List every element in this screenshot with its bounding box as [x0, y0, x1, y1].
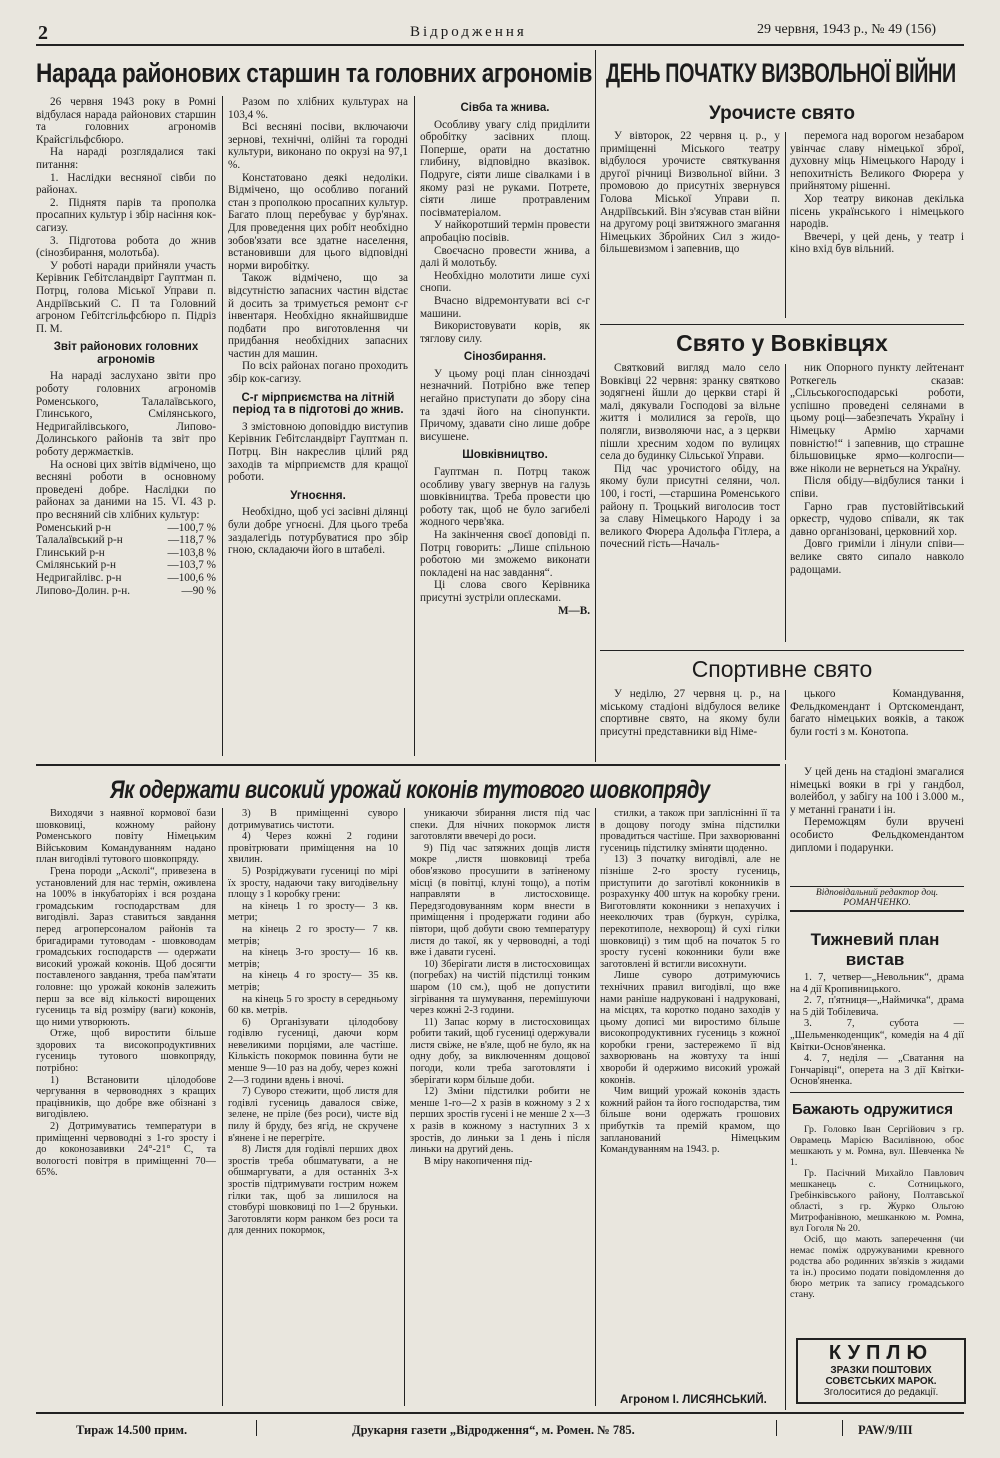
column-divider	[222, 808, 223, 1406]
paragraph: У неділю, 27 червня ц. р., на міському стадіоні відбулося велике спортивне свято, на якому були присутні представники від Німе-	[600, 688, 780, 738]
paragraph: На нараді розглядалися такі питання:	[36, 146, 216, 171]
column-divider	[222, 96, 223, 756]
paragraph: цького Командування, Фельдкомендант і Ортскомендант, багато німецьких вояків, а також були гості з м. Конотопа.	[790, 688, 964, 738]
subheading: Шовківництво.	[462, 449, 548, 462]
paragraph: Гауптман п. Потрц також особливу увагу звернув на галузь шовківництва. Треба провести цю роботу так, щоб не було загибелі жодного черв'яка.	[420, 466, 590, 529]
paragraph: на кінець 2 го зросту— 7 кв. метрів;	[228, 923, 398, 947]
list-item: Осіб, що мають заперечення (чи немає поміж одружуваними кревного родства або родинних зв'язків з жидами та ін.) просимо подати повідомлення до бюро метрик та запису громадського стану.	[790, 1234, 964, 1300]
paragraph: 2) Дотримуватись температури в приміщенні червоводні з 1-го зросту і до коконозавивки 24°-21° С, та вологості повітря в приміщенні 70—65%.	[36, 1121, 216, 1179]
paragraph: 6) Організувати цілодобову годівлю гусениці, даючи корм невеликими порціями, але частіше. Кількість покормок повинна бути не менше 9—10 раз на добу, через кожні 2—3 години вдень і вночі.	[228, 1016, 398, 1086]
paragraph: на кінець 3-го зросту— 16 кв. метрів;	[228, 947, 398, 970]
paragraph: У вівторок, 22 червня ц. р., у приміщенні Міського театру відбулося урочисте святкування другої річниці Визвольної війни. З промовою до присутніх звернувся Голова Міської Управи п. Андріївський. Він з'ясував стан війни на другому році звитяжного змагання Німецьких Збройних Сил з жидо-більшевизмом і запевнив, що	[600, 130, 780, 256]
printer-info: Друкарня газети „Відродження“, м. Ромен. № 785.	[352, 1423, 635, 1437]
article-2-col-1	[600, 130, 780, 322]
page-number: 2	[38, 22, 48, 44]
ad-line: Зголоситися до редакції.	[823, 1387, 939, 1398]
paragraph: У цей день на стадіоні змагалися німецькі вояки в грі у гандбол, волейбол, у забігу на 100 і 3.000 м., у метанні гранати і ін.	[790, 766, 964, 816]
footer-separator	[842, 1420, 843, 1436]
paragraph: Отже, щоб виростити більше здорових та високопродуктивних гусениць тутового шовкопряду, потрібно:	[36, 1028, 216, 1075]
paragraph: 7) Суворо стежити, щоб листя для годівлі гусениць давалося свіже, зелене, не пріле (без роси), чисте від пилу й бруду, без ягід, не скручене в'янене і не перегріте.	[228, 1086, 398, 1144]
paragraph: на кінець 4 го зросту— 35 кв. метрів;	[228, 970, 398, 993]
article-1-col-3	[420, 96, 590, 760]
article-5-col-1	[36, 808, 216, 1408]
signature: М—В.	[557, 604, 590, 617]
paragraph: Довго гриміли і лінули співи—велике свято сипало навколо радощами.	[790, 538, 964, 576]
paragraph: У цьому році план сінноздачі незначний. Потрібно вже тепер негайно приступати до збору сіна та здачі його на сінопункти. Причому, здавати сіно лише добре висушене.	[420, 367, 590, 443]
column-divider	[595, 808, 596, 1406]
article-5-col-2	[228, 808, 398, 1408]
print-code: PAW/9/III	[858, 1423, 913, 1437]
paragraph: 8) Листя для годівлі перших двох зростів треба обшматувати, а не обшмаргувати, а для останніх 3-х зростів підтримувати гострим ножем гілки так, щоб за лишилося на стовбурі шовковиці по 1—2 бруньки. Заготовляти корм ранком без роси та для денних покормок,	[228, 1144, 398, 1237]
column-divider	[404, 808, 405, 1406]
subheading: Звіт районових головних агрономів	[53, 341, 199, 366]
editor-rule	[790, 910, 964, 912]
section-divider	[600, 324, 964, 325]
article-4-col-1	[600, 688, 780, 762]
ad-line: СОВЄТСЬКИХ МАРОК.	[825, 1376, 937, 1387]
editor-credit: Відповідальний редактор доц. РОМАНЧЕНКО.	[815, 888, 939, 908]
paragraph: 1) Встановити цілодобове чергування в червоводнях з кращих працівників, що добре вже обізнані з вигодівлею.	[36, 1074, 216, 1121]
paragraph: На закінчення своєї доповіді п. Потрц говорить: „Лише спільною роботою ми зможемо виконати покладені на нас завдання“.	[420, 529, 590, 579]
paragraph: З змістовною доповіддю виступив Керівник Гебітсландвірт Гауптман п. Потрц. Він накреслив цілий ряд заходів та мірприємств для кращої роботи.	[228, 420, 408, 484]
paragraph: Після обіду—відбулися танки і співи.	[790, 475, 964, 500]
circulation: Тираж 14.500 прим.	[76, 1423, 188, 1437]
paragraph: Ці слова свого Керівника присутні зустріли оплесками.	[420, 579, 590, 604]
paragraph: 4) Через кожні 2 години провітрювати приміщення на 10 хвилин.	[228, 831, 398, 866]
section-divider	[36, 764, 780, 766]
paragraph: У найкоротший термін провести апробацію посівів.	[420, 219, 590, 244]
paragraph: У роботі наради прийняли участь Керівник Гебітсландвірт Гауптман п. Потрц, голова Міської Управи п. Андріївський С. П та Головний агроном Гебітсгільфсбюро п. Підріз П. М.	[36, 259, 216, 335]
paper-name: Відродження	[410, 24, 527, 40]
paragraph: на кінець 1 го зросту— 3 кв. метри;	[228, 900, 398, 924]
paragraph: На нараді заслухано звіти про роботу головних агрономів Роменського, Талалаївського, Глинського, Смілянського, Недригайлівського, Липово-Долинського районів та звіт про роботу держмаєтків.	[36, 370, 216, 459]
paragraph: Констатовано деякі недоліки. Відмічено, що особливо поганий стан з прополкою просапних культур. Багато площ перебуває у бур'янах. Для проведення цих робіт необхідно зобов'язати все здатне населення, встановивши для цього відповідні норми виробітку.	[228, 171, 408, 272]
paragraph: В міру накопичення під-	[424, 1155, 533, 1167]
paragraph: на кінець 5 го зросту в середньому 60 кв. метрів.	[228, 993, 398, 1017]
column-divider	[785, 132, 786, 318]
paragraph: уникаючи збирання листя під час спеки. Для нічних покормок листя заготовляти ввечері до роси.	[410, 808, 590, 843]
issue-date: 29 червня, 1943 р., № 49 (156)	[757, 22, 936, 37]
article-2-subtitle: Урочисте свято	[708, 103, 855, 124]
editor-rule	[790, 886, 964, 887]
paragraph: 3. Підготова робота до жнив (сінозбирання, молотьба).	[36, 234, 216, 260]
column-divider	[414, 96, 415, 756]
subheading: Сівба та жнива.	[460, 102, 550, 114]
author-signature: Агроном І. ЛИСЯНСЬКИЙ.	[620, 1394, 767, 1406]
paragraph: По всіх районах погано проходить збір кок-сагизу.	[228, 360, 408, 386]
paragraph: Особливу увагу слід приділити обробітку засівних площ. Поперше, орати на достатню глибину, відповідно вказівок. Подруге, сіяти лише сівалками і в якому разі не руками. Потрете, сіяти лише протравленим посівматеріалом.	[420, 118, 590, 219]
article-5-title: Як одержати високий урожай коконів тутового шовкопряду	[110, 776, 710, 804]
article-4-full	[790, 766, 964, 882]
footer-separator	[776, 1420, 777, 1436]
paragraph: ник Опорного пункту лейтенант Роткегель сказав: „Сільськогосподарські роботи, успішно проведені селянами в цьому році—забезпечать Україну і Німецьку Армію харчами повністю!“ і запевнив, що страшне більшовицьке ярмо—колгоспи—вже ніколи не вернеться на Україну.	[790, 362, 964, 475]
paragraph: Використовувати корів, як тяглову силу.	[420, 320, 590, 345]
article-2-col-2	[790, 130, 964, 322]
footer-rule	[36, 1412, 964, 1414]
paragraph: 1. Наслідки весняної сівби по районах.	[36, 171, 216, 197]
stat-row: Роменський р-н —100,7 %	[36, 521, 216, 534]
article-5-col-4	[600, 808, 780, 1396]
paragraph: Під час урочистого обіду, на якому були присутні селяни, чол. 100, і гості, —старшина Роменського району п. Троцький виголосив тост за славу Німецького Народу і за великого Фюрера Адольфа Гітлера, а почесний гість—Началь-	[600, 462, 780, 551]
article-1-col-1	[36, 96, 216, 766]
paragraph: Вчасно відремонтувати всі с-г машини.	[420, 294, 590, 320]
section-divider	[600, 650, 964, 651]
paragraph: Святковий вигляд мало село Вовківці 22 червня: зранку святково зодягнені йшли до церкви старі й малі, дякували Господові за вільне життя і молилися за героїв, що полягли, визволяючи нас, а з церкви пішли хресним ходом по вулицях села до будинку Сільської Управи.	[600, 362, 780, 463]
list-item: Гр. Пасічний Михайло Павлович мешканець с. Сотницького, Гребінківського району, Полтавської області, з гр. Журко Ольгою Митрофанівною, мешканкою м. Ромна, вул Гоголя № 20.	[790, 1168, 964, 1234]
marriage-list	[790, 1124, 964, 1330]
paragraph: Разом по хлібних культурах на 103,4 %.	[228, 96, 408, 121]
paragraph: Переможцям були вручені особисто Фельдкомендантом дипломи і подарунки.	[790, 816, 964, 854]
marriage-title: Бажають одружитися	[792, 1101, 953, 1118]
paragraph: 11) Запас корму в листосховищах робити такий, щоб гусениці одержували листя свіже, не в'яле, щоб не було, як на одну добу, за виключенням дощової погоди, коли треба заготовляти і зберігати корм більше доби.	[410, 1016, 590, 1086]
article-3-col-2	[790, 362, 964, 646]
paragraph: перемога над ворогом незабаром увінчає славу німецької зброї, духовну міць Німецького Народу і непохитність Великого Фюрера у прийнятому рішенні.	[790, 130, 964, 193]
list-item: 4. 7, неділя — „Сватання на Гончарівці“, оперета на 3 дії Квітки-Основ'яненка.	[790, 1053, 964, 1088]
paragraph: Всі весняні посіви, включаючи зернові, технічні, олійні та городні культури, виконано по окрузі на 97,1 %.	[228, 121, 408, 171]
article-4-title: Спортивне свято	[691, 656, 873, 682]
paragraph: Чим вищий урожай коконів здасть кожний район та його господарства, тим більше вони одержать грошових прибутків та премій крамом, що запланований Німецьким Командуванням на 1943. р.	[600, 1086, 780, 1156]
paragraph: Ввечері, у цей день, у театр і кіно вхід був вільний.	[790, 230, 964, 256]
paragraph: Гарно грав пустовійтівський оркестр, чудово співали, як так давно організовані, церковний хор.	[790, 500, 964, 538]
section-divider	[790, 1092, 964, 1093]
paragraph: На основі цих звітів відмічено, що весняні роботи в основному проведені добре. Наслідки по районах за даними на 15. VI. 43 р. про весняний сів хлібних культур:	[36, 458, 216, 521]
paragraph: 5) Розріджувати гусениці по мірі їх зросту, надаючи таку вигодівельну площу з 1 коробку грени:	[228, 865, 398, 901]
footer-separator	[256, 1420, 257, 1436]
theater-list	[790, 972, 964, 1090]
header-rule	[36, 44, 964, 46]
paragraph: Хор театру виконав декілька пісень українського і німецького народів.	[790, 192, 964, 231]
paragraph: 26 червня 1943 року в Ромні відбулася нарада районових старшин та головних агрономів Крайсгільфсбюро.	[36, 96, 216, 146]
paragraph: 13) З початку вигодівлі, але не пізніше 2-го зросту гусениць, приступити до заготівлі коконників в розрахунку 400 штук на коробку грени. Виготовляти коконники з непахучих і нееколючих трав (буркун, сурілка, перекотиполе, нехворощ) й сухі гілки шовковиці) з тим щоб на початок 5 го зросту гусені коконники були вже заготовлені й встигли висохнути.	[600, 854, 780, 970]
stat-row: Глинський р-н —103,8 %	[36, 546, 216, 559]
article-1-title: Нарада районових старшин та головних агрономів	[36, 58, 592, 88]
stat-row: Смілянський р-н —103,7 %	[36, 559, 216, 572]
article-1-col-2	[228, 96, 408, 760]
stat-row: Талалаївський р-н —118,7 %	[36, 534, 216, 547]
ad-line: ЗРАЗКИ ПОШТОВИХ	[830, 1365, 932, 1376]
list-item: 3. 7, субота — „Шельменкоденщик“, комедія на 4 дії Квітки-Основ'яненка.	[790, 1018, 964, 1053]
column-divider	[785, 690, 786, 760]
paragraph: 12) Зміни підстилки робити не менше 1-го—2 х разів в кожному з 2 х перших зростів гусені і не менше 2 х—3 х разів в кожному з наступних 3 х зростів, до линьки за 1 день і після линьки на другий день.	[410, 1086, 590, 1156]
paragraph: 2. Піднятя парів та прополка просапних культур і збір насіння кок-сагизу.	[36, 196, 216, 234]
paragraph: Своєчасно провести жнива, а далі й молотьбу.	[420, 244, 590, 270]
paragraph: Лише суворо дотримуючись технічних правил вигодівлі, що вже нами раніше надруковані і надруковані, на місцях, та коротко подано заходів у цьому дописі ми виростимо більше високопродуктивних гусениць з кожної коробки грени, застережемо її від захворювань на жовтуху та інші хвороби й одержимо високий урожай коконів.	[600, 970, 780, 1086]
stat-row: Липово-Долин. р-н. —90 %	[36, 584, 216, 597]
paragraph: 9) Під час затяжних дощів листя мокре ,листя шовковиці треба обов'язково просушити в затіненому місці (в повітці, клуні тощо), а потім направляти в листосховище. Передзгодовуванням корм внести в приміщення і продержати години або півтори, щоб добути свою температуру листя до такої, як у червоводні, а тоді вже і давати гусені.	[410, 842, 590, 959]
list-item: 1. 7, четвер—„Невольник“, драма на 4 дії Кропивницького.	[790, 972, 964, 995]
article-2-title: ДЕНЬ ПОЧАТКУ ВИЗВОЛЬНОЇ ВІЙНИ	[606, 58, 956, 88]
ad-title: КУПЛЮ	[828, 1342, 934, 1364]
article-4-col-2	[790, 688, 964, 764]
subheading: Угноєння.	[290, 489, 346, 502]
column-divider	[595, 50, 596, 762]
article-3-col-1	[600, 362, 780, 646]
list-item: Гр. Головко Іван Сергійович з гр. Оврамець Марією Василівною, обоє мешкають у м. Ромна, вул. Шевченка № 1.	[790, 1124, 964, 1168]
paragraph: Також відмічено, що за відсутністю запасних частин відстає й досить за тримується ремонт с-г інвентаря. Необхідно якнайшвидше подбати про виготовлення чи придбання необхідних запасних частин для машин.	[228, 272, 408, 360]
buy-stamps-ad	[796, 1338, 966, 1404]
stat-row: Недригайлівс. р-н —100,6 %	[36, 571, 216, 584]
subheading: Сінозбирання.	[463, 351, 547, 364]
paragraph: 3) В приміщенні суворо дотримуватись чистоти.	[228, 808, 398, 831]
paragraph: Необхідно молотити лише сухі снопи.	[420, 269, 590, 295]
paragraph: стилки, а також при запліснінні її та в дощову погоду зміна підстилки провадиться частіше. При захворюванні гусениць підстилку зміняти щоденно.	[600, 808, 780, 854]
subheading: С-г мірприємства на літній період та в підготові до жнив.	[232, 391, 404, 417]
article-3-title: Свято у Вовківцях	[676, 330, 888, 356]
paragraph: Виходячи з наявної кормової бази шовковиці, кожному району Роменського повіту Німецьким Військовим Командуванням надано план вигодівлі тутового шовкопряду.	[36, 808, 216, 866]
column-divider	[785, 364, 786, 642]
paragraph: Необхідно, щоб усі засівні ділянці були добре угноєні. Для цього треба заздалегідь потурбуватися про збір гною, складаючи його в штабелі.	[228, 506, 408, 557]
article-5-col-3	[410, 808, 590, 1408]
column-divider	[785, 764, 786, 1410]
list-item: 2. 7, п'ятниця—„Наймичка“, драма на 5 дій Тобілевича.	[790, 995, 964, 1018]
paragraph: Грена породи „Асколі“, привезена в установлений для нас термін, оживлена на 100% в інкубаторіях і вся роздана громадським господарствам для вигодівлі. Зараз ставиться завдання перед агроперсоналом районів та бригадирами тутоводам - шовководам громадських господарств — одержати високий урожай коконів. Щоб досягти поставленого завдання, треба пам'ятати головне: що урожай коконів залежить перш за все від кількості вирощених гусениць та від розміру (ваги) коконів, що ними утворюють.	[36, 865, 216, 1028]
paragraph: 10) Зберігати листя в листосховищах (погребах) на чистій підстилці тонким шаром (10 см.), щоб не допустити зігрівання та шумування, перемішуючи через кожні 2-3 години.	[410, 958, 590, 1017]
theater-title: Тижневий план вистав	[810, 930, 940, 969]
